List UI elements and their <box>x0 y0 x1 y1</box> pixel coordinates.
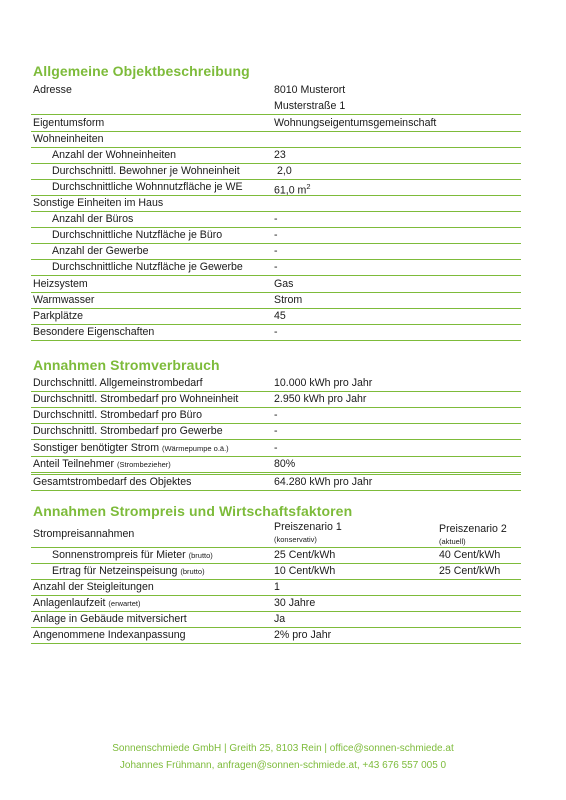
label-buero-flaeche: Durchschnittliche Nutzfläche je Büro <box>52 229 223 241</box>
value-wohnflaeche-unit-sup: 2 <box>306 182 311 191</box>
value-strom-buero: - <box>274 409 278 421</box>
row-eigentumsform <box>31 115 521 132</box>
value-gewerbe-flaeche: - <box>274 261 278 273</box>
value-anzahl-we: 23 <box>274 149 286 161</box>
label-anzahl-we: Anzahl der Wohneinheiten <box>52 149 177 161</box>
label-ertrag <box>52 563 205 580</box>
footer-contact: Johannes Frühmann, anfragen@sonnen-schmiede.at, +43 676 557 005 0 <box>119 760 447 771</box>
section-title-strompreis: Annahmen Strompreis und Wirtschaftsfaktoren <box>33 503 353 519</box>
value-buero-flaeche: - <box>274 229 278 241</box>
label-strompreisannahmen: Strompreisannahmen <box>33 528 135 540</box>
label-gewerbe: Anzahl der Gewerbe <box>52 245 149 257</box>
row-indexanpassung <box>31 627 521 644</box>
row-wohnflaeche <box>31 179 521 196</box>
label-strom-buero: Durchschnittl. Strombedarf pro Büro <box>33 409 202 421</box>
row-gewerbe <box>31 243 521 260</box>
row-laufzeit <box>31 595 521 612</box>
label-sonstige: Sonstige Einheiten im Haus <box>33 197 164 209</box>
label-laufzeit <box>33 595 141 612</box>
row-adresse <box>31 82 521 98</box>
row-heizsystem <box>31 276 521 293</box>
row-strom-gewerbe <box>31 423 521 440</box>
value-heizsystem: Gas <box>274 278 294 290</box>
row-versichert <box>31 611 521 628</box>
row-sonstige <box>31 195 521 212</box>
value-adresse-line2: Musterstraße 1 <box>274 100 346 112</box>
label-sonnenstrompreis <box>52 547 213 564</box>
value-teilnehmer: 80% <box>274 458 296 470</box>
label-eigentumsform: Eigentumsform <box>33 117 105 129</box>
label-laufzeit-note: (erwartet) <box>108 599 141 608</box>
row-buero-flaeche <box>31 227 521 244</box>
row-bewohner <box>31 163 521 180</box>
label-indexanpassung: Angenommene Indexanpassung <box>33 629 186 641</box>
row-besondere <box>31 324 521 341</box>
row-steigleitungen <box>31 579 521 596</box>
label-besondere: Besondere Eigenschaften <box>33 326 155 338</box>
szenario2-note: (aktuell) <box>439 537 466 546</box>
label-warmwasser: Warmwasser <box>33 294 95 306</box>
value-steigleitungen: 1 <box>274 581 280 593</box>
label-wohneinheiten: Wohneinheiten <box>33 133 104 145</box>
label-sonnenstrompreis-text: Sonnenstrompreis für Mieter <box>52 549 186 561</box>
value-sonnenstrompreis-s2: 40 Cent/kWh <box>439 549 501 561</box>
value-warmwasser: Strom <box>274 294 303 306</box>
row-allgemeinstrom <box>31 375 521 392</box>
label-gewerbe-flaeche: Durchschnittliche Nutzfläche je Gewerbe <box>52 261 243 273</box>
label-sonstiger-strom-text: Sonstiger benötigter Strom <box>33 442 160 454</box>
row-ertrag <box>31 563 521 580</box>
row-strom-we <box>31 391 521 408</box>
label-strom-we: Durchschnittl. Strombedarf pro Wohneinheit <box>33 393 239 405</box>
szenario2-label: Preiszenario 2 <box>439 523 507 535</box>
label-sonnenstrompreis-note: (brutto) <box>188 551 213 560</box>
label-allgemeinstrom: Durchschnittl. Allgemeinstrombedarf <box>33 377 203 389</box>
section-title-stromverbrauch: Annahmen Stromverbrauch <box>33 357 220 373</box>
label-teilnehmer <box>33 456 171 473</box>
label-parkplaetze: Parkplätze <box>33 310 84 322</box>
value-ertrag-s2: 25 Cent/kWh <box>439 565 501 577</box>
label-sonstiger-strom-note: (Wärmepumpe o.ä.) <box>161 444 229 453</box>
label-sonstiger-strom <box>33 440 229 457</box>
label-adresse: Adresse <box>33 84 72 96</box>
row-wohneinheiten <box>31 131 521 148</box>
label-gesamtstrom: Gesamtstrombedarf des Objektes <box>33 476 192 488</box>
szenario1-note: (konservativ) <box>274 535 317 544</box>
label-bewohner: Durchschnittl. Bewohner je Wohneinheit <box>52 165 240 177</box>
row-gewerbe-flaeche <box>31 259 521 276</box>
szenario2-header <box>439 523 507 548</box>
label-strom-gewerbe: Durchschnittl. Strombedarf pro Gewerbe <box>33 425 223 437</box>
value-bewohner: 2,0 <box>277 165 292 177</box>
row-sonnenstrompreis <box>31 547 521 564</box>
row-bueros <box>31 211 521 228</box>
row-parkplaetze <box>31 308 521 325</box>
value-wohnflaeche-number: 61,0 m <box>274 184 307 197</box>
row-anzahl-we <box>31 147 521 164</box>
row-adresse-2 <box>31 98 521 115</box>
row-sonstiger-strom <box>31 440 521 457</box>
value-strom-gewerbe: - <box>274 425 278 437</box>
footer-company: Sonnenschmiede GmbH | Greith 25, 8103 Rein | office@sonnen-schmiede.at <box>112 743 454 754</box>
label-ertrag-note: (brutto) <box>180 567 205 576</box>
label-heizsystem: Heizsystem <box>33 278 88 290</box>
value-ertrag-s1: 10 Cent/kWh <box>274 565 336 577</box>
label-teilnehmer-text: Anteil Teilnehmer <box>33 458 115 470</box>
row-strom-buero <box>31 407 521 424</box>
value-parkplaetze: 45 <box>274 310 286 322</box>
label-laufzeit-text: Anlagenlaufzeit <box>33 597 106 609</box>
value-sonnenstrompreis-s1: 25 Cent/kWh <box>274 549 336 561</box>
label-teilnehmer-note: (Strombezieher) <box>117 460 171 469</box>
value-bueros: - <box>274 213 278 225</box>
value-adresse-line1: 8010 Musterort <box>274 84 346 96</box>
value-laufzeit: 30 Jahre <box>274 597 316 609</box>
label-bueros: Anzahl der Büros <box>52 213 134 225</box>
value-gesamtstrom: 64.280 kWh pro Jahr <box>274 476 373 488</box>
value-indexanpassung: 2% pro Jahr <box>274 629 332 641</box>
value-eigentumsform: Wohnungseigentumsgemeinschaft <box>274 117 437 129</box>
row-warmwasser <box>31 292 521 309</box>
label-versichert: Anlage in Gebäude mitversichert <box>33 613 187 625</box>
szenario1-label: Preiszenario 1 <box>274 521 342 533</box>
row-strompreisannahmen <box>31 521 521 548</box>
label-steigleitungen: Anzahl der Steigleitungen <box>33 581 154 593</box>
label-ertrag-text: Ertrag für Netzeinspeisung <box>52 565 178 577</box>
value-strom-we: 2.950 kWh pro Jahr <box>274 393 367 405</box>
section-title-objektbeschreibung: Allgemeine Objektbeschreibung <box>33 63 250 79</box>
szenario1-header <box>274 521 342 546</box>
value-sonstiger-strom: - <box>274 442 278 454</box>
value-besondere: - <box>274 326 278 338</box>
value-allgemeinstrom: 10.000 kWh pro Jahr <box>274 377 373 389</box>
value-gewerbe: - <box>274 245 278 257</box>
value-versichert: Ja <box>274 613 286 625</box>
label-wohnflaeche: Durchschnittliche Wohnnutzfläche je WE <box>52 181 243 193</box>
row-gesamtstrom <box>31 474 521 491</box>
row-teilnehmer <box>31 456 521 475</box>
